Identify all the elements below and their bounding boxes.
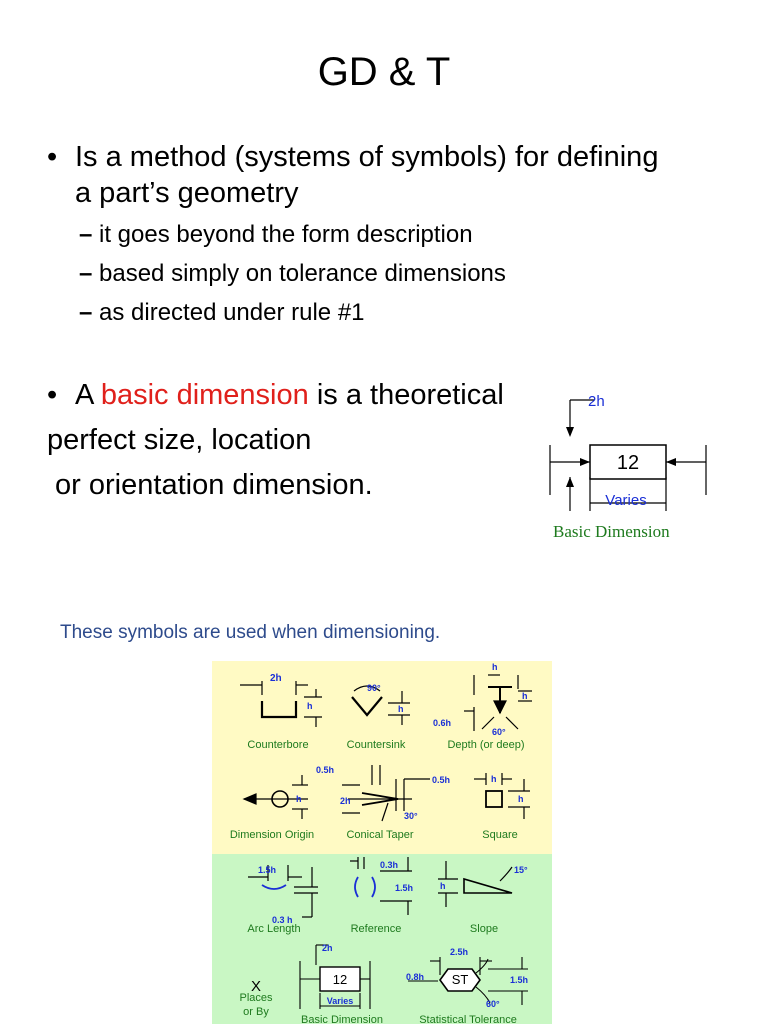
basic-dimension-small-2h: 2h — [322, 943, 333, 953]
arc-length-15h: 1.5h — [258, 865, 277, 875]
square-caption: Square — [482, 829, 518, 841]
symbols-chart — [212, 661, 552, 1024]
bullet2-line2: perfect size, location — [47, 424, 312, 456]
dimension-origin-h: h — [296, 794, 302, 804]
depth-h-top: h — [492, 662, 498, 672]
square-h-right: h — [518, 794, 524, 804]
conical-taper-2h: 2h — [340, 796, 351, 806]
places-symbol: X — [250, 978, 262, 995]
basic-box-value: 12 — [616, 452, 640, 474]
places-caption-line1: Places — [239, 992, 273, 1004]
basic-dimension-small-caption: Basic Dimension — [301, 1014, 383, 1024]
sub-bullet — [79, 259, 506, 289]
basic-dimension-diagram — [540, 385, 710, 515]
sub-dash: – — [79, 221, 100, 248]
bullet-marker: • — [47, 379, 58, 411]
conical-taper-05h-left: 0.5h — [316, 765, 335, 775]
bullet1-line2: a part’s geometry — [75, 177, 299, 209]
slope-caption: Slope — [469, 923, 499, 935]
countersink-angle: 90° — [367, 683, 381, 693]
reference-03h: 0.3h — [380, 860, 399, 870]
sub-bullet-text: as directed under rule #1 — [99, 299, 365, 326]
countersink-h: h — [398, 704, 404, 714]
basic-diagram-caption: Basic Dimension — [553, 522, 670, 541]
statistical-tolerance-box: ST — [451, 972, 469, 987]
counterbore-h: h — [307, 701, 313, 711]
counterbore-caption: Counterbore — [247, 739, 309, 751]
statistical-tolerance-08h: 0.8h — [406, 972, 425, 982]
square-h-top: h — [491, 774, 497, 784]
conical-taper-05h-right: 0.5h — [432, 775, 451, 785]
reference-caption: Reference — [350, 923, 402, 935]
arc-length-03h: 0.3 h — [272, 915, 293, 925]
countersink-caption: Countersink — [346, 739, 406, 751]
bullet1-line1: Is a method (systems of symbols) for defining — [75, 141, 659, 173]
sub-bullet-text: based simply on tolerance dimensions — [99, 260, 506, 287]
sub-bullet — [79, 298, 365, 328]
slide-title: GD & T — [317, 50, 451, 94]
counterbore-2h: 2h — [270, 673, 282, 684]
depth-06h: 0.6h — [433, 718, 452, 728]
sub-bullet — [79, 220, 473, 250]
statistical-tolerance-25h: 2.5h — [450, 947, 469, 957]
basic-varies-label: Varies — [605, 492, 647, 509]
depth-icon — [464, 675, 532, 731]
basic-dimension-small-varies: Varies — [326, 996, 354, 1006]
bullet2-line1 — [75, 378, 504, 412]
statistical-tolerance-15h: 1.5h — [510, 975, 529, 985]
sub-dash: – — [79, 299, 100, 326]
sub-dash: – — [79, 260, 100, 287]
conical-taper-angle: 30° — [404, 811, 418, 821]
places-caption-line2: or By — [243, 1006, 269, 1018]
bullet2-prefix: A — [75, 379, 101, 411]
depth-angle: 60° — [492, 727, 506, 737]
slope-h: h — [440, 881, 446, 891]
statistical-tolerance-angle: 60° — [486, 999, 500, 1009]
bullet2-suffix: is a theoretical — [308, 379, 504, 411]
statistical-tolerance-caption: Statistical Tolerance — [419, 1014, 517, 1024]
depth-caption: Depth (or deep) — [447, 739, 525, 751]
symbols-caption: These symbols are used when dimensioning. — [60, 622, 441, 643]
slope-angle: 15° — [514, 865, 528, 875]
bullet2-line3: or orientation dimension. — [47, 469, 373, 501]
conical-taper-caption: Conical Taper — [346, 829, 414, 841]
bullet-marker: • — [47, 141, 58, 173]
depth-h-right: h — [522, 691, 528, 701]
slope-icon — [438, 861, 512, 907]
basic-top-label: 2h — [588, 393, 605, 410]
basic-dimension-small-value: 12 — [332, 972, 348, 987]
arc-length-caption: Arc Length — [247, 923, 301, 935]
bullet2-highlight: basic dimension — [100, 379, 309, 411]
dimension-origin-caption: Dimension Origin — [229, 829, 315, 841]
reference-15h: 1.5h — [395, 883, 414, 893]
sub-bullet-text: it goes beyond the form description — [99, 221, 473, 248]
